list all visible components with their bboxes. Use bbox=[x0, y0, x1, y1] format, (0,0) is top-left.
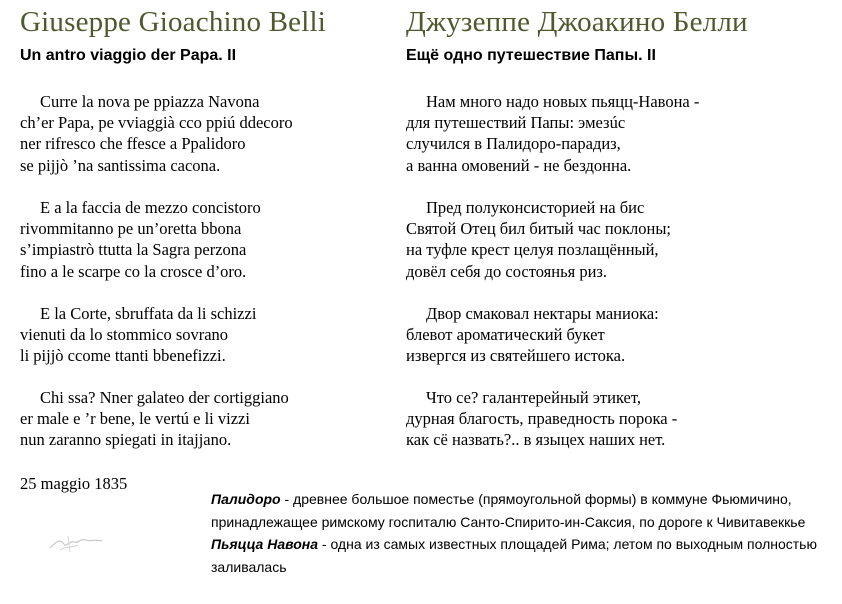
poem-line: rivommitanno pe un’oretta bbona bbox=[20, 219, 242, 239]
poem-line: для путешествий Папы: эмезúс bbox=[406, 113, 626, 133]
poem-line: Святой Отец бил битый час поклоны; bbox=[406, 219, 671, 239]
russian-author: Джузеппе Джоакино Белли bbox=[406, 6, 748, 38]
poem-line: Chi ssa? Nner galateo der cortiggiano bbox=[40, 388, 289, 407]
footnote-navona bbox=[211, 533, 841, 578]
russian-stanza-2 bbox=[406, 197, 671, 282]
italian-author: Giuseppe Gioachino Belli bbox=[20, 6, 327, 38]
poem-line: дурная благость, праведность порока - bbox=[406, 409, 678, 429]
footnote-term: Пьяцца Навона bbox=[211, 536, 319, 552]
poem-line: Двор смаковал нектары маниока: bbox=[426, 304, 659, 323]
signature-icon bbox=[46, 530, 106, 556]
russian-stanza-1 bbox=[406, 91, 699, 176]
poem-line: извергся из святейшего истока. bbox=[406, 346, 626, 366]
poem-line: vienuti da lo stommico sovrano bbox=[20, 325, 229, 345]
footnote-palidoro bbox=[211, 488, 841, 533]
poem-line: se pijjò ’na santissima cacona. bbox=[20, 155, 221, 175]
poem-date: 25 maggio 1835 bbox=[20, 474, 128, 493]
poem-line: блевот ароматический букет bbox=[406, 325, 605, 345]
italian-stanza-4 bbox=[20, 387, 289, 451]
poem-line: Пред полуконсисторией на бис bbox=[426, 198, 645, 217]
poem-line: ch’er Papa, pe vviaggià cco ppiú ddecoro bbox=[20, 113, 293, 133]
poem-line: s’impiastrò ttutta la Sagra perzona bbox=[20, 240, 247, 260]
italian-stanza-2 bbox=[20, 197, 261, 282]
footnote-term: Палидоро bbox=[211, 491, 281, 507]
poem-line: а ванна омовений - не бездонна. bbox=[406, 155, 632, 175]
italian-stanza-1 bbox=[20, 91, 293, 176]
poem-line: E a la faccia de mezzo concistoro bbox=[40, 198, 261, 217]
poem-line: fino a le scarpe co la crosce d’oro. bbox=[20, 261, 247, 281]
russian-stanza-4 bbox=[406, 387, 677, 451]
russian-title: Ещё одно путешествие Папы. II bbox=[406, 47, 656, 64]
poem-line: E la Corte, sbruffata da li schizzi bbox=[40, 304, 257, 323]
italian-title: Un antro viaggio der Papa. II bbox=[20, 47, 237, 64]
footnote-text: - одна из самых известных площадей Рима; летом по выходным полностью заливалась bbox=[211, 536, 817, 575]
poem-line: li pijjò ccome ttanti bbenefizzi. bbox=[20, 346, 226, 366]
poem-line: ner rifresco che ffesce a Ppalidoro bbox=[20, 134, 246, 154]
poem-line: er male e ’r bene, le vertú e li vizzi bbox=[20, 409, 250, 429]
poem-line: nun zaranno spiegati in itajjano. bbox=[20, 430, 232, 450]
footnote-text: - древнее большое поместье (прямоугольной формы) в коммуне Фьюмичино, принадлежащее римскому госпиталю Санто-Спирито-ин-Саксия, по дороге к Чивитавеккье bbox=[211, 491, 806, 530]
poem-line: Что се? галантерейный этикет, bbox=[426, 388, 641, 407]
russian-stanza-3 bbox=[406, 303, 659, 367]
poem-line: Curre la nova pe ppiazza Navona bbox=[40, 92, 260, 111]
poem-line: Нам много надо новых пьяцц-Навона - bbox=[426, 92, 700, 111]
italian-stanza-3 bbox=[20, 303, 256, 367]
poem-line: случился в Палидоро-парадиз, bbox=[406, 134, 621, 154]
poem-line: как сё назвать?.. в языцех наших нет. bbox=[406, 430, 666, 450]
poem-line: на туфле крест целуя позлащённый, bbox=[406, 240, 659, 260]
footnotes bbox=[211, 488, 841, 578]
poem-line: довёл себя до состоянья риз. bbox=[406, 261, 608, 281]
